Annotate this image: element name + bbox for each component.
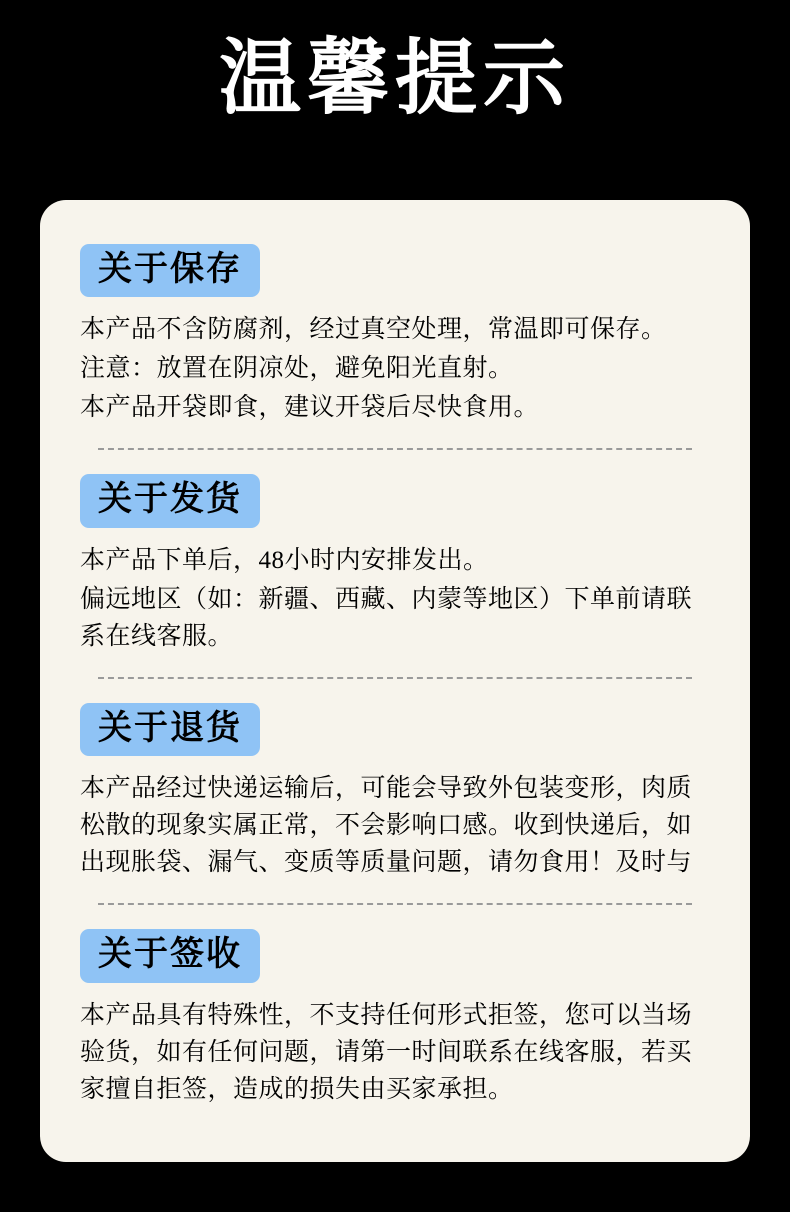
section-badge-storage: 关于保存 bbox=[80, 244, 260, 297]
section-line: 本产品不含防腐剂，经过真空处理，常温即可保存。 bbox=[80, 316, 667, 344]
section-divider bbox=[98, 448, 692, 450]
section-returns bbox=[80, 703, 710, 881]
section-divider bbox=[98, 903, 692, 905]
tips-card bbox=[40, 200, 750, 1162]
section-badge-shipping: 关于发货 bbox=[80, 474, 260, 527]
section-body-shipping bbox=[80, 542, 710, 655]
section-storage bbox=[80, 244, 710, 426]
section-badge-signing: 关于签收 bbox=[80, 929, 260, 982]
section-shipping bbox=[80, 474, 710, 654]
section-body-storage bbox=[80, 311, 710, 426]
section-body-returns bbox=[80, 770, 710, 881]
section-badge-returns: 关于退货 bbox=[80, 703, 260, 756]
section-body-signing bbox=[80, 997, 710, 1108]
section-line: 本产品经过快递运输后，可能会导致外包装变形，肉质松散的现象实属正常，不会影响口感。收到快递后，如出现胀袋、漏气、变质等质量问题，请勿食用！及时与 bbox=[80, 775, 693, 877]
section-divider bbox=[98, 677, 692, 679]
section-line: 本产品具有特殊性，不支持任何形式拒签，您可以当场验货，如有任何问题，请第一时间联系在线客服，若买家擅自拒签，造成的损失由买家承担。 bbox=[80, 1001, 693, 1103]
section-line: 注意：放置在阴凉处，避免阳光直射。 bbox=[80, 355, 514, 383]
section-line: 本产品下单后，48小时内安排发出。 bbox=[80, 546, 489, 574]
section-line: 偏远地区（如：新疆、西藏、内蒙等地区）下单前请联系在线客服。 bbox=[80, 585, 693, 650]
section-line: 本产品开袋即食，建议开袋后尽快食用。 bbox=[80, 394, 540, 422]
section-signing bbox=[80, 929, 710, 1107]
page-title: 温馨提示 bbox=[218, 33, 571, 124]
